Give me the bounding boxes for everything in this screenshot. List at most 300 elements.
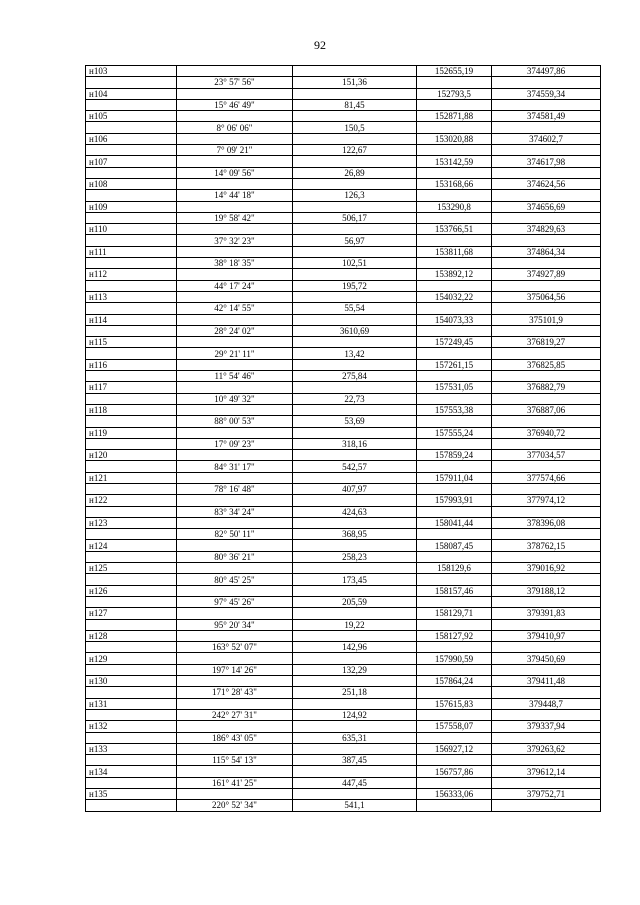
x-coordinate: 157864,24 (417, 676, 492, 687)
x-coordinate: 157859,24 (417, 450, 492, 461)
direction-angle: 29° 21' 11" (177, 348, 293, 359)
angle-cell-empty (177, 563, 293, 574)
angle-cell-empty (177, 653, 293, 664)
point-name-empty (86, 416, 177, 427)
y-coordinate: 375101,9 (492, 314, 601, 325)
distance-cell-empty (293, 404, 417, 415)
angle-cell-empty (177, 743, 293, 754)
distance-cell-empty (293, 676, 417, 687)
y-coordinate: 379448,7 (492, 698, 601, 709)
table-row (86, 280, 601, 291)
distance-cell-empty (293, 133, 417, 144)
x-coordinate: 158129,71 (417, 608, 492, 619)
x-cell-empty (417, 529, 492, 540)
point-name: н112 (86, 269, 177, 280)
angle-cell-empty (177, 359, 293, 370)
x-coordinate: 153290,8 (417, 201, 492, 212)
point-name: н132 (86, 721, 177, 732)
point-name: н118 (86, 404, 177, 415)
point-name-empty (86, 529, 177, 540)
angle-cell-empty (177, 698, 293, 709)
y-coordinate: 377574,66 (492, 472, 601, 483)
x-coordinate: 158129,6 (417, 563, 492, 574)
direction-angle: 82° 50' 11" (177, 529, 293, 540)
direction-angle: 17° 09' 23" (177, 438, 293, 449)
y-coordinate: 378396,08 (492, 517, 601, 528)
point-name: н133 (86, 743, 177, 754)
table-row (86, 630, 601, 641)
x-coordinate: 157553,38 (417, 404, 492, 415)
segment-length: 150,5 (293, 122, 417, 133)
y-coordinate: 376825,85 (492, 359, 601, 370)
segment-length: 258,23 (293, 551, 417, 562)
point-name: н130 (86, 676, 177, 687)
segment-length: 142,96 (293, 642, 417, 653)
y-coordinate: 374864,34 (492, 246, 601, 257)
table-row (86, 371, 601, 382)
table-row (86, 800, 601, 811)
x-cell-empty (417, 777, 492, 788)
direction-angle: 197° 14' 26" (177, 664, 293, 675)
angle-cell-empty (177, 766, 293, 777)
y-coordinate: 376819,27 (492, 337, 601, 348)
y-cell-empty (492, 574, 601, 585)
distance-cell-empty (293, 653, 417, 664)
y-coordinate: 374656,69 (492, 201, 601, 212)
point-name: н129 (86, 653, 177, 664)
point-name: н117 (86, 382, 177, 393)
point-name-empty (86, 325, 177, 336)
distance-cell-empty (293, 608, 417, 619)
angle-cell-empty (177, 201, 293, 212)
y-cell-empty (492, 529, 601, 540)
direction-angle: 186° 43' 05" (177, 732, 293, 743)
x-cell-empty (417, 438, 492, 449)
distance-cell-empty (293, 743, 417, 754)
point-name-empty (86, 800, 177, 811)
angle-cell-empty (177, 789, 293, 800)
point-name-empty (86, 664, 177, 675)
x-coordinate: 157249,45 (417, 337, 492, 348)
distance-cell-empty (293, 630, 417, 641)
distance-cell-empty (293, 450, 417, 461)
x-coordinate: 153766,51 (417, 224, 492, 235)
distance-cell-empty (293, 427, 417, 438)
segment-length: 22,73 (293, 393, 417, 404)
table-row (86, 676, 601, 687)
distance-cell-empty (293, 540, 417, 551)
table-row (86, 325, 601, 336)
angle-cell-empty (177, 269, 293, 280)
y-cell-empty (492, 122, 601, 133)
distance-cell-empty (293, 359, 417, 370)
point-name-empty (86, 709, 177, 720)
point-name: н110 (86, 224, 177, 235)
point-name: н107 (86, 156, 177, 167)
angle-cell-empty (177, 472, 293, 483)
table-row (86, 529, 601, 540)
y-coordinate: 379016,92 (492, 563, 601, 574)
y-coordinate: 374927,89 (492, 269, 601, 280)
table-row (86, 201, 601, 212)
segment-length: 19,22 (293, 619, 417, 630)
x-cell-empty (417, 190, 492, 201)
distance-cell-empty (293, 766, 417, 777)
table-row (86, 540, 601, 551)
angle-cell-empty (177, 495, 293, 506)
distance-cell-empty (293, 495, 417, 506)
angle-cell-empty (177, 404, 293, 415)
point-name: н120 (86, 450, 177, 461)
segment-length: 387,45 (293, 755, 417, 766)
point-name-empty (86, 145, 177, 156)
table-row (86, 619, 601, 630)
point-name-empty (86, 371, 177, 382)
segment-length: 55,54 (293, 303, 417, 314)
y-coordinate: 377974,12 (492, 495, 601, 506)
x-coordinate: 154032,22 (417, 291, 492, 302)
direction-angle: 14° 09' 56" (177, 167, 293, 178)
table-row (86, 337, 601, 348)
table-row (86, 314, 601, 325)
distance-cell-empty (293, 201, 417, 212)
segment-length: 368,95 (293, 529, 417, 540)
x-cell-empty (417, 755, 492, 766)
point-name: н109 (86, 201, 177, 212)
y-cell-empty (492, 551, 601, 562)
x-cell-empty (417, 122, 492, 133)
point-name: н123 (86, 517, 177, 528)
table-row (86, 777, 601, 788)
y-cell-empty (492, 642, 601, 653)
table-row (86, 178, 601, 189)
x-cell-empty (417, 77, 492, 88)
direction-angle: 171° 28' 43" (177, 687, 293, 698)
coordinates-table-body (86, 66, 601, 812)
point-name-empty (86, 596, 177, 607)
x-cell-empty (417, 145, 492, 156)
y-cell-empty (492, 258, 601, 269)
y-cell-empty (492, 687, 601, 698)
angle-cell-empty (177, 382, 293, 393)
angle-cell-empty (177, 450, 293, 461)
y-coordinate: 379263,62 (492, 743, 601, 754)
distance-cell-empty (293, 563, 417, 574)
table-row (86, 483, 601, 494)
table-row (86, 212, 601, 223)
table-row (86, 743, 601, 754)
angle-cell-empty (177, 676, 293, 687)
table-row (86, 393, 601, 404)
x-cell-empty (417, 687, 492, 698)
distance-cell-empty (293, 789, 417, 800)
point-name: н135 (86, 789, 177, 800)
table-row (86, 563, 601, 574)
angle-cell-empty (177, 517, 293, 528)
table-row (86, 687, 601, 698)
x-coordinate: 158127,92 (417, 630, 492, 641)
x-cell-empty (417, 664, 492, 675)
distance-cell-empty (293, 721, 417, 732)
angle-cell-empty (177, 246, 293, 257)
point-name: н114 (86, 314, 177, 325)
table-row (86, 574, 601, 585)
y-cell-empty (492, 709, 601, 720)
x-coordinate: 156333,06 (417, 789, 492, 800)
y-coordinate: 379391,83 (492, 608, 601, 619)
x-coordinate: 152793,5 (417, 88, 492, 99)
point-name-empty (86, 167, 177, 178)
x-coordinate: 157993,91 (417, 495, 492, 506)
segment-length: 26,89 (293, 167, 417, 178)
x-cell-empty (417, 596, 492, 607)
y-cell-empty (492, 167, 601, 178)
x-cell-empty (417, 619, 492, 630)
distance-cell-empty (293, 337, 417, 348)
direction-angle: 19° 58' 42" (177, 212, 293, 223)
segment-length: 195,72 (293, 280, 417, 291)
y-coordinate: 376882,79 (492, 382, 601, 393)
segment-length: 81,45 (293, 99, 417, 110)
segment-length: 102,51 (293, 258, 417, 269)
direction-angle: 242° 27' 31" (177, 709, 293, 720)
point-name: н113 (86, 291, 177, 302)
point-name-empty (86, 755, 177, 766)
point-name-empty (86, 438, 177, 449)
angle-cell-empty (177, 337, 293, 348)
y-cell-empty (492, 732, 601, 743)
y-cell-empty (492, 416, 601, 427)
table-row (86, 190, 601, 201)
y-cell-empty (492, 596, 601, 607)
y-cell-empty (492, 99, 601, 110)
y-cell-empty (492, 755, 601, 766)
table-row (86, 585, 601, 596)
distance-cell-empty (293, 585, 417, 596)
point-name-empty (86, 303, 177, 314)
y-coordinate: 375064,56 (492, 291, 601, 302)
table-row (86, 653, 601, 664)
point-name: н103 (86, 66, 177, 77)
x-cell-empty (417, 732, 492, 743)
direction-angle: 38° 18' 35" (177, 258, 293, 269)
point-name: н116 (86, 359, 177, 370)
direction-angle: 14° 44' 18" (177, 190, 293, 201)
table-row (86, 359, 601, 370)
x-coordinate: 153892,12 (417, 269, 492, 280)
distance-cell-empty (293, 178, 417, 189)
angle-cell-empty (177, 630, 293, 641)
table-row (86, 664, 601, 675)
y-coordinate: 379188,12 (492, 585, 601, 596)
x-coordinate: 156927,12 (417, 743, 492, 754)
x-cell-empty (417, 325, 492, 336)
angle-cell-empty (177, 291, 293, 302)
x-coordinate: 156757,86 (417, 766, 492, 777)
y-cell-empty (492, 145, 601, 156)
table-row (86, 269, 601, 280)
distance-cell-empty (293, 246, 417, 257)
segment-length: 173,45 (293, 574, 417, 585)
direction-angle: 7° 09' 21" (177, 145, 293, 156)
angle-cell-empty (177, 540, 293, 551)
table-row (86, 551, 601, 562)
direction-angle: 95° 20' 34" (177, 619, 293, 630)
angle-cell-empty (177, 133, 293, 144)
x-coordinate: 157558,07 (417, 721, 492, 732)
y-cell-empty (492, 212, 601, 223)
x-coordinate: 157555,24 (417, 427, 492, 438)
x-cell-empty (417, 393, 492, 404)
y-coordinate: 378762,15 (492, 540, 601, 551)
segment-length: 132,29 (293, 664, 417, 675)
table-row (86, 709, 601, 720)
segment-length: 318,16 (293, 438, 417, 449)
page-number: 92 (314, 38, 326, 52)
x-coordinate: 153168,66 (417, 178, 492, 189)
segment-length: 506,17 (293, 212, 417, 223)
segment-length: 53,69 (293, 416, 417, 427)
y-cell-empty (492, 303, 601, 314)
y-coordinate: 374559,34 (492, 88, 601, 99)
x-cell-empty (417, 416, 492, 427)
x-coordinate: 154073,33 (417, 314, 492, 325)
x-coordinate: 153020,88 (417, 133, 492, 144)
distance-cell-empty (293, 517, 417, 528)
direction-angle: 11° 54' 46" (177, 371, 293, 382)
table-row (86, 382, 601, 393)
point-name-empty (86, 461, 177, 472)
direction-angle: 23° 57' 56" (177, 77, 293, 88)
direction-angle: 42° 14' 55" (177, 303, 293, 314)
segment-length: 424,63 (293, 506, 417, 517)
distance-cell-empty (293, 269, 417, 280)
y-coordinate: 379410,97 (492, 630, 601, 641)
angle-cell-empty (177, 156, 293, 167)
y-cell-empty (492, 235, 601, 246)
x-coordinate: 152655,19 (417, 66, 492, 77)
x-coordinate: 158041,44 (417, 517, 492, 528)
point-name-empty (86, 393, 177, 404)
table-row (86, 506, 601, 517)
y-cell-empty (492, 619, 601, 630)
table-row (86, 404, 601, 415)
table-row (86, 438, 601, 449)
x-cell-empty (417, 212, 492, 223)
y-cell-empty (492, 190, 601, 201)
x-cell-empty (417, 461, 492, 472)
distance-cell-empty (293, 698, 417, 709)
y-cell-empty (492, 664, 601, 675)
direction-angle: 84° 31' 17" (177, 461, 293, 472)
x-coordinate: 153142,59 (417, 156, 492, 167)
x-coordinate: 157531,05 (417, 382, 492, 393)
point-name: н106 (86, 133, 177, 144)
x-cell-empty (417, 99, 492, 110)
point-name-empty (86, 348, 177, 359)
segment-length: 407,97 (293, 483, 417, 494)
y-coordinate: 379450,69 (492, 653, 601, 664)
distance-cell-empty (293, 472, 417, 483)
table-row (86, 145, 601, 156)
x-cell-empty (417, 348, 492, 359)
table-row (86, 642, 601, 653)
point-name-empty (86, 574, 177, 585)
y-coordinate: 379337,94 (492, 721, 601, 732)
point-name-empty (86, 551, 177, 562)
distance-cell-empty (293, 291, 417, 302)
table-row (86, 133, 601, 144)
x-cell-empty (417, 167, 492, 178)
distance-cell-empty (293, 111, 417, 122)
point-name: н128 (86, 630, 177, 641)
angle-cell-empty (177, 111, 293, 122)
point-name: н121 (86, 472, 177, 483)
point-name: н126 (86, 585, 177, 596)
y-coordinate: 374829,63 (492, 224, 601, 235)
point-name-empty (86, 122, 177, 133)
direction-angle: 15° 46' 49" (177, 99, 293, 110)
segment-length: 124,92 (293, 709, 417, 720)
table-row (86, 88, 601, 99)
point-name-empty (86, 687, 177, 698)
direction-angle: 220° 52' 34" (177, 800, 293, 811)
table-row (86, 291, 601, 302)
point-name-empty (86, 258, 177, 269)
point-name-empty (86, 212, 177, 223)
distance-cell-empty (293, 156, 417, 167)
y-cell-empty (492, 461, 601, 472)
y-cell-empty (492, 348, 601, 359)
direction-angle: 115° 54' 13" (177, 755, 293, 766)
table-row (86, 303, 601, 314)
table-row (86, 224, 601, 235)
y-coordinate: 379612,14 (492, 766, 601, 777)
table-row (86, 416, 601, 427)
segment-length: 275,84 (293, 371, 417, 382)
angle-cell-empty (177, 721, 293, 732)
table-row (86, 156, 601, 167)
point-name: н119 (86, 427, 177, 438)
angle-cell-empty (177, 314, 293, 325)
segment-length: 3610,69 (293, 325, 417, 336)
y-coordinate: 374497,86 (492, 66, 601, 77)
direction-angle: 97° 45' 26" (177, 596, 293, 607)
y-cell-empty (492, 483, 601, 494)
angle-cell-empty (177, 224, 293, 235)
y-coordinate: 379411,48 (492, 676, 601, 687)
point-name: н105 (86, 111, 177, 122)
distance-cell-empty (293, 88, 417, 99)
direction-angle: 161° 41' 25" (177, 777, 293, 788)
table-row (86, 461, 601, 472)
table-row (86, 732, 601, 743)
point-name-empty (86, 642, 177, 653)
table-row (86, 789, 601, 800)
segment-length: 205,59 (293, 596, 417, 607)
angle-cell-empty (177, 608, 293, 619)
y-coordinate: 374624,56 (492, 178, 601, 189)
angle-cell-empty (177, 178, 293, 189)
table-row (86, 698, 601, 709)
segment-length: 56,97 (293, 235, 417, 246)
direction-angle: 37° 32' 23" (177, 235, 293, 246)
x-cell-empty (417, 258, 492, 269)
x-cell-empty (417, 709, 492, 720)
direction-angle: 8° 06' 06" (177, 122, 293, 133)
segment-length: 251,18 (293, 687, 417, 698)
x-coordinate: 157261,15 (417, 359, 492, 370)
